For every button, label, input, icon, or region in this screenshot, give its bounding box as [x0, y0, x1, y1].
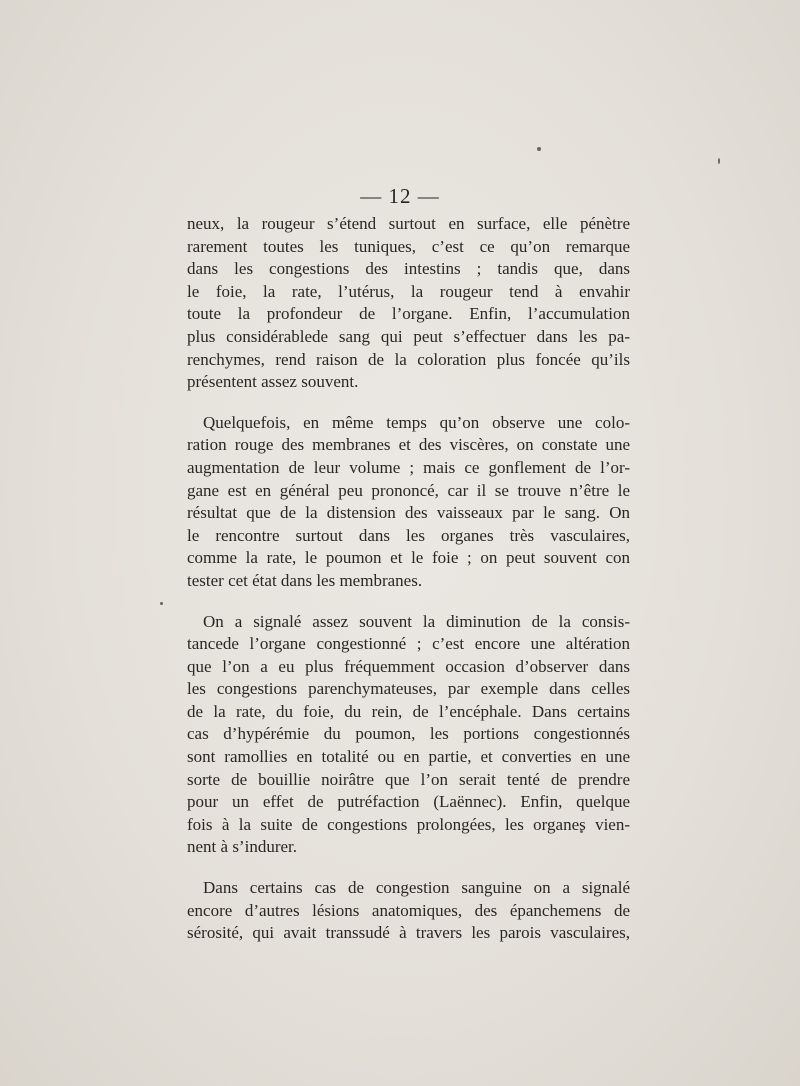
text-line: gane est en général peu prononcé, car il se trouve n’être le [187, 480, 630, 500]
paper-speck [537, 147, 541, 151]
paper-speck [718, 158, 720, 164]
text-line: que l’on a eu plus fréquemment occasion d’observer dans [187, 656, 630, 676]
text-line: le foie, la rate, l’utérus, la rougeur tend à envahir [187, 281, 630, 301]
text-line: comme la rate, le poumon et le foie ; on peut souvent con [187, 548, 630, 568]
text-line: tester cet état dans les membranes. [187, 570, 423, 590]
paragraph-4 [187, 877, 630, 945]
paragraph-1 [187, 213, 630, 394]
text-line: plus considérablede sang qui peut s’effectuer dans les pa- [187, 326, 630, 346]
text-line: résultat que de la distension des vaisseaux par le sang. On [187, 503, 630, 523]
text-line: cas d’hypérémie du poumon, les portions congestionnés [187, 724, 630, 744]
text-line: fois à la suite de congestions prolongées, les organes vien- [187, 814, 630, 834]
paragraph-3 [187, 611, 630, 860]
text-line: tancede l’organe congestionné ; c’est encore une altération [187, 634, 630, 654]
body-text [187, 213, 630, 963]
text-line: renchymes, rend raison de la coloration plus foncée qu’ils [187, 349, 630, 369]
text-line: nent à s’indurer. [187, 837, 297, 857]
text-line: toute la profondeur de l’organe. Enfin, l’accumulation [187, 304, 630, 324]
page-number: — 12 — [360, 184, 440, 208]
text-line: augmentation de leur volume ; mais ce gonflement de l’or- [187, 457, 630, 477]
text-line: ration rouge des membranes et des viscères, on constate une [187, 435, 630, 455]
text-line: Dans certains cas de congestion sanguine on a signalé [203, 878, 630, 898]
text-line: pour un effet de putréfaction (Laënnec). Enfin, quelque [187, 792, 630, 812]
text-line: Quelquefois, en même temps qu’on observe une colo- [203, 412, 630, 432]
text-line: de la rate, du foie, du rein, de l’encéphale. Dans certains [187, 701, 630, 721]
text-line: encore d’autres lésions anatomiques, des épanchemens de [187, 900, 630, 920]
text-line: présentent assez souvent. [187, 372, 359, 392]
text-line: neux, la rougeur s’étend surtout en surface, elle pénètre [187, 214, 630, 233]
paper-speck [160, 602, 163, 605]
text-line: les congestions parenchymateuses, par exemple dans celles [187, 679, 630, 699]
paragraph-2 [187, 412, 630, 593]
text-line: le rencontre surtout dans les organes très vasculaires, [187, 525, 630, 545]
text-line: sont ramollies en totalité ou en partie, et converties en une [187, 747, 630, 767]
text-line: sorte de bouillie noirâtre que l’on serait tenté de prendre [187, 769, 630, 789]
text-line: sérosité, qui avait transsudé à travers les parois vasculaires, [187, 923, 630, 943]
text-line: dans les congestions des intestins ; tandis que, dans [187, 259, 630, 279]
text-line: On a signalé assez souvent la diminution de la consis- [203, 611, 630, 631]
text-line: rarement toutes les tuniques, c’est ce qu’on remarque [187, 236, 630, 256]
